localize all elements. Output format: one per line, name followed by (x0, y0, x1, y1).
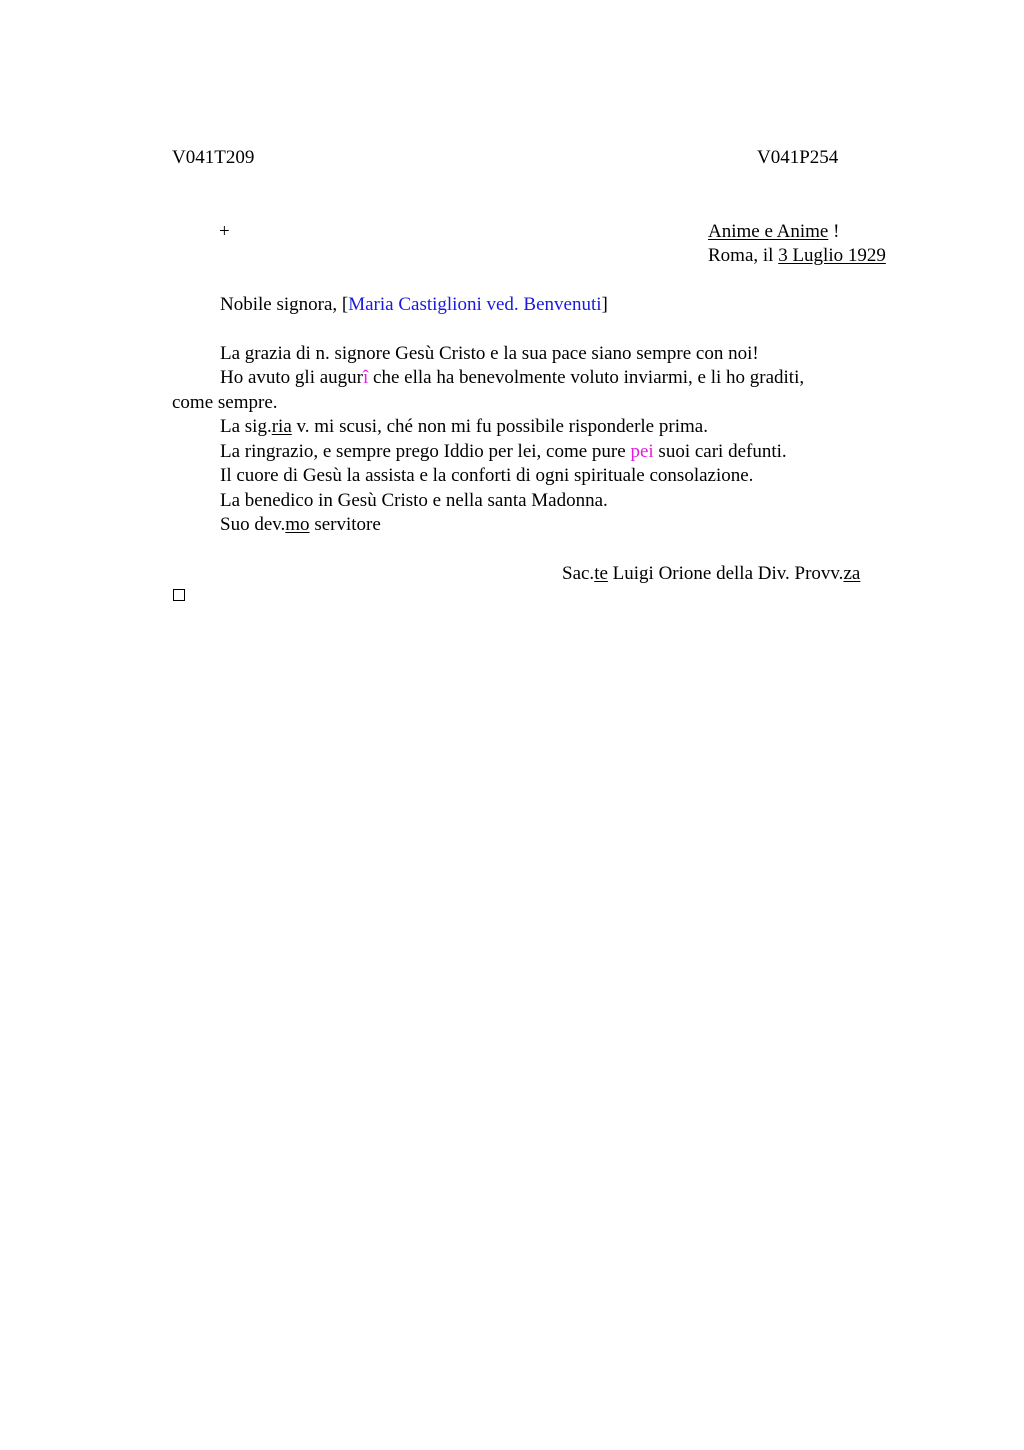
document-code-right: V041P254 (757, 147, 839, 168)
body-line-4-b: v. mi scusi, ché non mi fu possibile risponderle prima. (291, 416, 708, 437)
body-line-2-a: Ho avuto gli augur (220, 367, 364, 388)
correction-mark: î (363, 367, 369, 388)
body-line-1: La grazia di n. signore Gesù Cristo e la sua pace siano sempre con noi! (220, 343, 759, 364)
motto-suffix: ! (828, 221, 840, 242)
body-line-7: La benedico in Gesù Cristo e nella santa Madonna. (220, 490, 608, 511)
checkbox-square-icon (173, 589, 185, 601)
body-line-4 (220, 415, 708, 439)
signature-abbr-te: te (594, 563, 608, 584)
body-line-5-a: La ringrazio, e sempre prego Iddio per lei, come pure (220, 441, 631, 462)
body-line-3: come sempre. (172, 392, 278, 413)
body-line-8-b: servitore (309, 514, 381, 535)
dateline (708, 244, 886, 268)
recipient-name: Maria Castiglioni ved. Benvenuti (348, 294, 602, 315)
body-line-8 (220, 513, 381, 537)
abbreviation-ria: ria (271, 416, 292, 437)
abbreviation-mo: mo (285, 514, 310, 535)
document-code-left: V041T209 (172, 147, 255, 168)
correction-pei: pei (630, 441, 654, 462)
dateline-prefix: Roma, il (708, 245, 779, 266)
salutation (220, 293, 608, 317)
body-line-6: Il cuore di Gesù la assista e la conforti di ogni spirituale consolazione. (220, 465, 754, 486)
body-line-2 (220, 366, 804, 390)
salutation-prefix: Nobile signora, [ (220, 294, 349, 315)
body-line-5 (220, 440, 787, 464)
signature-abbr-za: za (843, 563, 861, 584)
body-line-8-a: Suo dev. (220, 514, 286, 535)
signature (562, 562, 860, 586)
cross-symbol: + (219, 221, 230, 242)
body-line-4-a: La sig. (220, 416, 272, 437)
dateline-date: 3 Luglio 1929 (778, 245, 886, 266)
motto (708, 220, 839, 244)
body-line-2-b: che ella ha benevolmente voluto inviarmi, e li ho graditi, (368, 367, 805, 388)
body-line-5-b: suoi cari defunti. (653, 441, 787, 462)
salutation-suffix: ] (601, 294, 608, 315)
signature-a: Sac. (562, 563, 595, 584)
motto-text: Anime e Anime (708, 221, 829, 242)
signature-b: Luigi Orione della Div. Provv. (607, 563, 844, 584)
